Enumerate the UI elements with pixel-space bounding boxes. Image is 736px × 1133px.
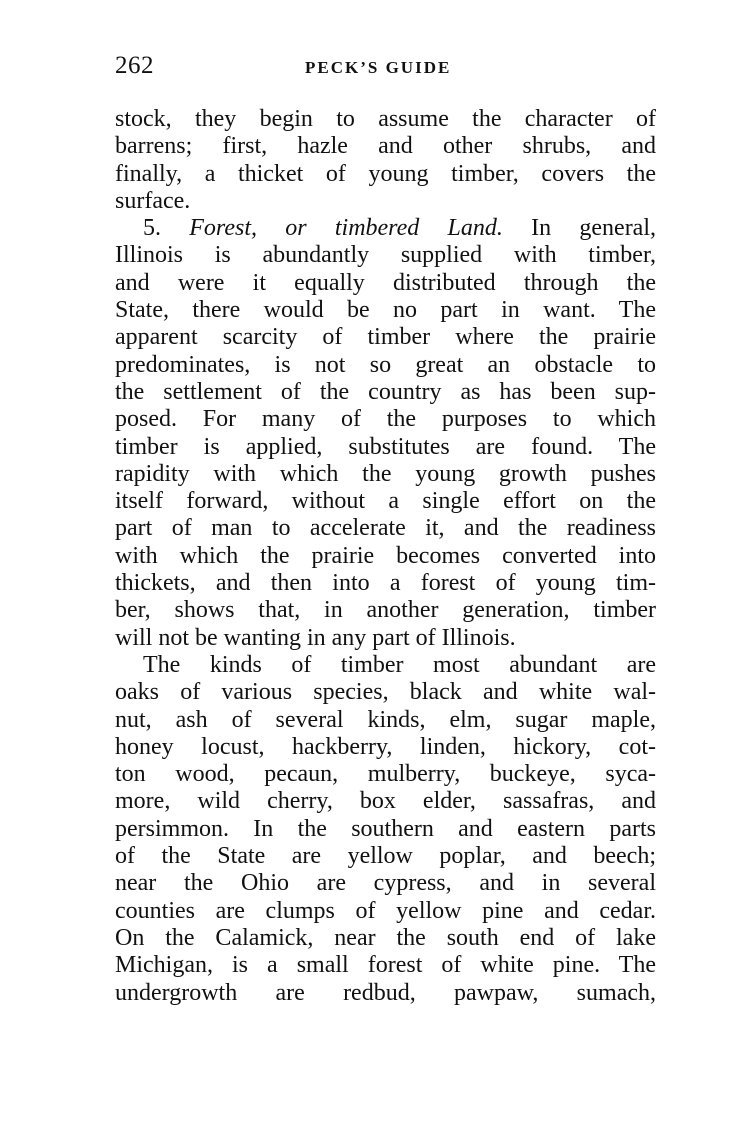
text-line: part of man to accelerate it, and the readiness: [115, 515, 656, 542]
section-heading-line: [115, 215, 656, 242]
book-page: [115, 52, 656, 1007]
text-line: will not be wanting in any part of Illinois.: [115, 624, 516, 651]
page-number: 262: [115, 52, 154, 79]
text-line: barrens; first, hazle and other shrubs, and: [115, 133, 656, 160]
running-title: PECK’S GUIDE: [305, 58, 452, 77]
text-line: State, there would be no part in want. The: [115, 297, 656, 324]
page-header: [115, 52, 656, 88]
text-line: ber, shows that, in another generation, timber: [115, 597, 656, 624]
text-line: counties are clumps of yellow pine and cedar.: [115, 897, 656, 924]
text-line: more, wild cherry, box elder, sassafras, and: [115, 788, 656, 815]
text-line: honey locust, hackberry, linden, hickory, cot-: [115, 733, 656, 760]
text-line: Michigan, is a small forest of white pine. The: [115, 952, 656, 979]
section-title: Forest, or timbered Land.: [189, 215, 503, 242]
section-number: 5.: [143, 215, 190, 242]
text-line: apparent scarcity of timber where the prairie: [115, 324, 656, 351]
text-line: oaks of various species, black and white wal-: [115, 679, 656, 706]
text-line: the settlement of the country as has been sup-: [115, 378, 656, 405]
text-line: finally, a thicket of young timber, covers the: [115, 160, 656, 187]
text-line: itself forward, without a single effort on the: [115, 488, 656, 515]
body-text: [115, 106, 656, 1007]
text-line: undergrowth are redbud, pawpaw, sumach,: [115, 979, 656, 1006]
text-line: with which the prairie becomes converted into: [115, 542, 656, 569]
text-line: of the State are yellow poplar, and beech;: [115, 843, 656, 870]
text-line: Illinois is abundantly supplied with timber,: [115, 242, 656, 269]
text-line: surface.: [115, 187, 191, 214]
text-line: nut, ash of several kinds, elm, sugar maple,: [115, 706, 656, 733]
text-line: stock, they begin to assume the character of: [115, 106, 656, 132]
text-line: and were it equally distributed through the: [115, 269, 656, 296]
text-line: timber is applied, substitutes are found. The: [115, 433, 656, 460]
text-line: posed. For many of the purposes to which: [115, 406, 656, 433]
text-line: ton wood, pecaun, mulberry, buckeye, syca-: [115, 761, 656, 788]
text-line: The kinds of timber most abundant are: [143, 651, 656, 678]
section-lead-text: In general,: [502, 215, 656, 242]
text-line: near the Ohio are cypress, and in several: [115, 870, 656, 897]
text-line: predominates, is not so great an obstacle to: [115, 351, 656, 378]
text-line: On the Calamick, near the south end of lake: [115, 924, 656, 951]
text-line: persimmon. In the southern and eastern parts: [115, 815, 656, 842]
text-line: thickets, and then into a forest of young tim-: [115, 570, 656, 597]
text-line: rapidity with which the young growth pushes: [115, 460, 656, 487]
